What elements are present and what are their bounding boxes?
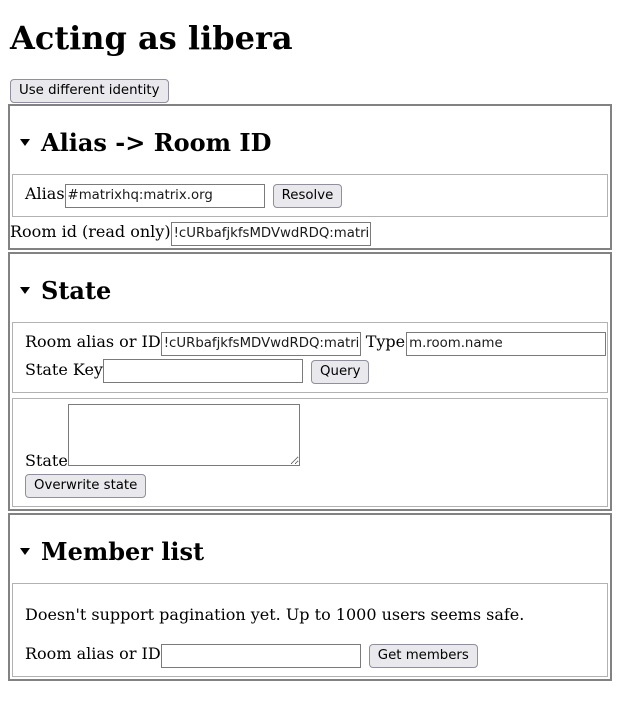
section-member-list (8, 513, 612, 682)
page-title: Acting as libera (10, 19, 293, 57)
member-room-input[interactable] (161, 644, 361, 668)
state-overwrite-form (12, 398, 608, 507)
state-key-input[interactable] (103, 359, 303, 383)
use-different-identity-button[interactable]: Use different identity (10, 79, 169, 103)
disclosure-triangle-icon (20, 139, 30, 146)
state-query-form (12, 322, 608, 392)
disclosure-triangle-icon (20, 548, 30, 555)
section-alias-heading: Alias -> Room ID (41, 127, 272, 157)
get-members-button[interactable]: Get members (369, 644, 478, 668)
alias-input[interactable] (65, 184, 265, 208)
room-alias-input[interactable] (161, 332, 361, 356)
alias-label: Alias (25, 184, 65, 204)
state-textarea[interactable] (68, 404, 300, 466)
overwrite-state-button[interactable]: Overwrite state (25, 474, 146, 498)
pagination-note: Doesn't support pagination yet. Up to 1000 users seems safe. (25, 605, 525, 625)
disclosure-triangle-icon (20, 287, 30, 294)
section-state (8, 252, 612, 511)
room-id-input[interactable] (171, 222, 371, 246)
query-button[interactable]: Query (311, 360, 369, 384)
room-alias-label: Room alias or ID (25, 332, 161, 352)
state-key-label: State Key (25, 359, 103, 379)
section-alias-summary[interactable] (10, 129, 610, 157)
type-label: Type (365, 332, 406, 352)
section-member-list-heading: Member list (41, 536, 205, 566)
resolve-button[interactable]: Resolve (273, 184, 343, 208)
section-alias-to-room-id (8, 104, 612, 250)
section-state-summary[interactable] (10, 277, 610, 305)
section-member-list-summary[interactable] (10, 538, 610, 566)
room-id-label: Room id (read only) (10, 222, 171, 242)
alias-resolve-form (12, 174, 608, 217)
member-room-label: Room alias or ID (25, 644, 161, 664)
section-state-heading: State (41, 275, 112, 305)
member-list-form (12, 583, 608, 677)
state-label: State (25, 450, 68, 470)
type-input[interactable] (406, 332, 606, 356)
